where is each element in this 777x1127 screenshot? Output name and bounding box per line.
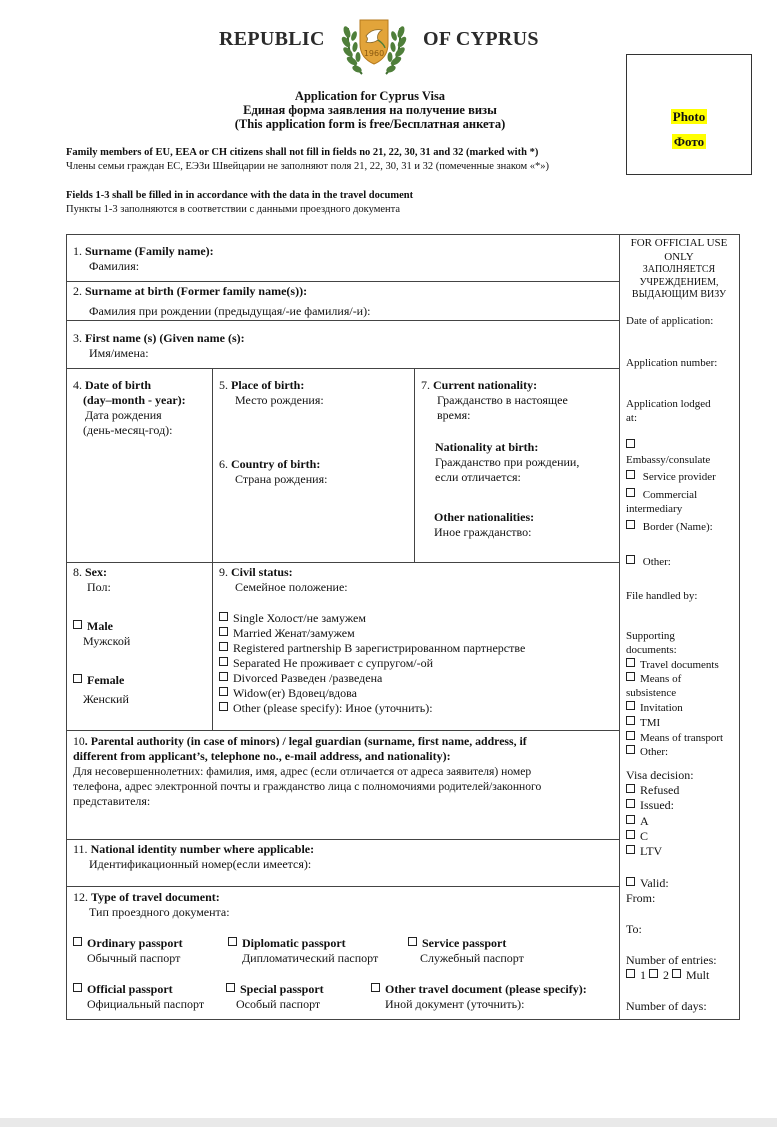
title-line-1: Application for Cyprus Visa: [294, 89, 446, 103]
field-10-label-ru: Для несовершеннолетних: фамилия, имя, адрес (если отличается от адреса заявителя) номер: [73, 765, 532, 778]
checkbox-icon[interactable]: [626, 877, 635, 886]
visa-valid-to: To:: [626, 922, 642, 936]
checkbox-icon[interactable]: [219, 702, 228, 711]
doc-option-special[interactable]: Special passport Особый паспорт: [226, 982, 371, 1012]
doc-option-service[interactable]: Service passport Служебный паспорт: [408, 936, 608, 966]
field-6-label-ru: Страна рождения:: [235, 472, 328, 486]
field-7-label-ru-2: время:: [437, 408, 471, 422]
field-5-label: Place of birth:: [231, 378, 305, 392]
field-5-place-of-birth[interactable]: [219, 378, 409, 408]
field-12-label: Type of travel document:: [91, 890, 220, 904]
civil-status-option-other[interactable]: Other (please specify): Иное (уточнить):: [219, 701, 614, 716]
official-application-number: Application number:: [626, 357, 718, 369]
field-2-label: Surname at birth (Former family name(s)):: [85, 284, 308, 298]
official-commercial[interactable]: Commercial intermediary: [626, 489, 698, 515]
field-10-label-2: different from applicant’s, telephone no., e-mail address, and nationality):: [73, 749, 451, 763]
checkbox-icon[interactable]: [626, 555, 635, 564]
checkbox-icon[interactable]: [219, 627, 228, 636]
photo-label-en: Photo: [672, 109, 706, 124]
field-10-label-ru-2: телефона, адрес электронной почты и гражданство лица с полномочиями родителей/законного: [73, 780, 542, 793]
sex-male-label: Male: [87, 619, 113, 633]
field-7-num: 7.: [421, 378, 430, 392]
photo-label-ru: Фото: [673, 134, 705, 149]
support-other[interactable]: Other:: [626, 745, 738, 760]
field-12-label-ru: Тип проездного документа:: [89, 905, 230, 919]
visa-refused[interactable]: Refused: [626, 783, 738, 798]
checkbox-icon[interactable]: [219, 672, 228, 681]
checkbox-icon[interactable]: [626, 701, 635, 710]
field-7-nationality-at-birth[interactable]: [435, 440, 615, 485]
checkbox-icon[interactable]: [228, 937, 237, 946]
field-3-label-ru: Имя/имена:: [89, 346, 149, 360]
official-file-handled: File handled by:: [626, 590, 698, 602]
sex-option-male[interactable]: [73, 619, 209, 649]
support-travel-documents[interactable]: Travel documents: [626, 658, 738, 673]
sex-female-label: Female: [87, 673, 125, 687]
official-embassy[interactable]: Embassy/consulate: [626, 439, 738, 467]
field-7-birth-label-ru-2: если отличается:: [435, 470, 521, 484]
field-9-num: 9.: [219, 565, 228, 579]
field-4-num: 4.: [73, 378, 82, 392]
field-10-label-ru-3: представителя:: [73, 794, 151, 808]
civil-status-option[interactable]: Registered partnership В зарегистрированном партнерстве: [219, 641, 614, 656]
support-means-subsistence[interactable]: Means of: [626, 672, 738, 687]
field-9-civil-status: [219, 565, 614, 595]
field-7-birth-label: Nationality at birth:: [435, 440, 539, 454]
svg-text:1960: 1960: [363, 49, 385, 58]
field-4-date-of-birth[interactable]: [73, 378, 209, 438]
field-10-num: 10: [73, 734, 85, 748]
notice-family-ru: Члены семьи граждан ЕС, ЕЭЗи Швейцарии не заполняют поля 21, 22, 30, 31 и 32 (помеченные знаком «*»): [66, 161, 550, 172]
field-1-label-ru: Фамилия:: [89, 259, 140, 273]
checkbox-icon[interactable]: [626, 731, 635, 740]
checkbox-icon[interactable]: [226, 983, 235, 992]
checkbox-icon[interactable]: [626, 520, 635, 529]
checkbox-icon[interactable]: [219, 687, 228, 696]
civil-status-options: [219, 611, 614, 716]
visa-type-c[interactable]: C: [626, 829, 738, 844]
notice-fields-ru: Пункты 1-3 заполняются в соответствии с данными проездного документа: [66, 204, 401, 215]
checkbox-icon[interactable]: [672, 969, 681, 978]
support-invitation[interactable]: Invitation: [626, 701, 738, 716]
field-5-num: 5.: [219, 378, 228, 392]
checkbox-icon[interactable]: [73, 937, 82, 946]
field-7-label-ru: Гражданство в настоящее: [437, 393, 568, 407]
checkbox-icon[interactable]: [626, 784, 635, 793]
checkbox-icon[interactable]: [73, 620, 82, 629]
official-lodged-at: Application lodged at:: [626, 398, 711, 424]
checkbox-icon[interactable]: [626, 672, 635, 681]
official-number-of-days: Number of days:: [626, 999, 707, 1013]
checkbox-icon[interactable]: [626, 745, 635, 754]
civil-status-option[interactable]: Single Холост/не замужем: [219, 611, 614, 626]
doc-option-official[interactable]: Official passport Официальный паспорт: [73, 982, 223, 1012]
field-10-label: . Parental authority (in case of minors) / legal guardian (surname, first name, address, if: [84, 734, 527, 748]
title-line-2: Единая форма заявления на получение визы: [243, 103, 497, 117]
field-7-current-nationality[interactable]: [421, 378, 616, 423]
support-tmi[interactable]: TMI: [626, 716, 738, 731]
field-11-num: 11.: [73, 842, 88, 856]
checkbox-icon[interactable]: [626, 716, 635, 725]
official-date-of-application: Date of application:: [626, 315, 714, 327]
checkbox-icon[interactable]: [626, 470, 635, 479]
field-11-national-id[interactable]: [73, 842, 613, 872]
checkbox-icon[interactable]: [626, 439, 635, 448]
field-7-label: Current nationality:: [433, 378, 538, 392]
checkbox-icon[interactable]: [626, 488, 635, 497]
field-7-birth-label-ru: Гражданство при рождении,: [435, 455, 580, 469]
visa-type-ltv[interactable]: LTV: [626, 844, 738, 859]
support-means-transport[interactable]: Means of transport: [626, 731, 738, 746]
notice-fields-en: Fields 1-3 shall be filled in in accordance with the data in the travel document: [66, 190, 414, 201]
sex-male-label-ru: Мужской: [83, 634, 131, 648]
doc-option-other[interactable]: Other travel document (please specify): Иной документ (уточнить):: [371, 982, 616, 1012]
field-1-label: Surname (Family name):: [85, 244, 214, 258]
photo-box[interactable]: [626, 54, 752, 175]
official-border[interactable]: Border (Name):: [626, 520, 738, 534]
field-11-label: National identity number where applicable:: [90, 842, 315, 856]
sex-female-label-ru: Женский: [83, 692, 129, 706]
official-head-en: FOR OFFICIAL USE: [630, 237, 728, 249]
cyprus-emblem-icon: [338, 14, 410, 80]
field-7-other-label-ru: Иное гражданство:: [434, 525, 532, 539]
checkbox-icon[interactable]: [626, 658, 635, 667]
field-5-label-ru: Место рождения:: [235, 393, 324, 407]
sex-option-female[interactable]: [73, 673, 209, 707]
field-4-label-ru-2: (день-месяц-год):: [83, 423, 173, 437]
official-use-column: FOR OFFICIAL USE ONLY ЗАПОЛНЯЕТСЯ УЧРЕЖДЕНИЕМ, ВЫДАЮЩИМ ВИЗУ: [622, 236, 736, 302]
checkbox-icon[interactable]: [219, 657, 228, 666]
official-other[interactable]: Other:: [626, 555, 738, 569]
field-6-label: Country of birth:: [231, 457, 321, 471]
checkbox-icon[interactable]: [371, 983, 380, 992]
field-4-label: Date of birth: [85, 378, 151, 392]
page-bottom-edge: [0, 1118, 777, 1127]
checkbox-icon[interactable]: [626, 799, 635, 808]
field-8-num: 8.: [73, 565, 82, 579]
checkbox-icon[interactable]: [73, 983, 82, 992]
doc-option-ordinary[interactable]: Ordinary passport Обычный паспорт: [73, 936, 223, 966]
checkbox-icon[interactable]: [626, 830, 635, 839]
field-9-label: Civil status:: [231, 565, 293, 579]
field-3-first-name[interactable]: [73, 331, 613, 361]
field-2-surname-at-birth[interactable]: [73, 284, 613, 319]
official-validity: [626, 876, 738, 906]
field-1-num: 1.: [73, 244, 82, 258]
notice-family-en: Family members of EU, EEA or CH citizens shall not fill in fields no 21, 22, 30, 31 and 32 (marked with *): [66, 147, 539, 158]
field-2-label-ru: Фамилия при рождении (предыдущая/-ие фамилия/-и):: [89, 304, 371, 318]
field-11-label-ru: Идентификационный номер(если имеется):: [89, 857, 312, 871]
field-7-other-label: Other nationalities:: [434, 510, 535, 524]
title-line-3: (This application form is free/Бесплатная анкета): [234, 117, 506, 131]
field-12-num: 12.: [73, 890, 88, 904]
field-10-parental-authority[interactable]: [73, 734, 613, 809]
field-3-num: 3.: [73, 331, 82, 345]
field-8-sex: [73, 565, 209, 595]
field-4-label-ru: Дата рождения: [85, 408, 162, 422]
field-9-label-ru: Семейное положение:: [235, 580, 348, 594]
field-4-label-2: (day–month - year):: [83, 393, 186, 407]
checkbox-icon[interactable]: [649, 969, 658, 978]
checkbox-icon[interactable]: [219, 642, 228, 651]
visa-valid-from: From:: [626, 891, 656, 905]
field-1-surname[interactable]: [73, 244, 613, 274]
header-republic: REPUBLIC: [219, 28, 325, 50]
field-6-country-of-birth[interactable]: [219, 457, 409, 487]
checkbox-icon[interactable]: [626, 815, 635, 824]
official-number-of-entries: Number of entries: 1 2 Mult: [626, 953, 717, 982]
checkbox-icon[interactable]: [626, 845, 635, 854]
official-service-provider[interactable]: Service provider: [626, 470, 738, 484]
header-of-cyprus: OF CYPRUS: [423, 28, 539, 50]
visa-type-a[interactable]: A: [626, 814, 738, 829]
visa-issued[interactable]: Issued:: [626, 798, 738, 813]
checkbox-icon[interactable]: [626, 969, 635, 978]
civil-status-option[interactable]: Separated Не проживает с супругом/-ой: [219, 656, 614, 671]
civil-status-option[interactable]: Married Женат/замужем: [219, 626, 614, 641]
field-2-num: 2.: [73, 284, 82, 298]
field-7-other-nationalities[interactable]: [434, 510, 614, 540]
official-supporting-documents: Supporting documents: Travel documents Means of subsistence Invitation TMI Means of transport Other:: [626, 630, 738, 760]
civil-status-option[interactable]: Divorced Разведен /разведена: [219, 671, 614, 686]
doc-option-diplomatic[interactable]: Diplomatic passport Дипломатический паспорт: [228, 936, 403, 966]
checkbox-icon[interactable]: [408, 937, 417, 946]
checkbox-icon[interactable]: [73, 674, 82, 683]
field-8-label: Sex:: [85, 565, 107, 579]
field-6-num: 6.: [219, 457, 228, 471]
civil-status-option[interactable]: Widow(er) Вдовец/вдова: [219, 686, 614, 701]
official-visa-decision: Visa decision: Refused Issued: A C LTV: [626, 768, 738, 859]
field-3-label: First name (s) (Given name (s):: [85, 331, 245, 345]
visa-valid[interactable]: Valid:: [626, 876, 738, 891]
field-12-travel-document: [73, 890, 613, 920]
field-8-label-ru: Пол:: [87, 580, 111, 594]
checkbox-icon[interactable]: [219, 612, 228, 621]
